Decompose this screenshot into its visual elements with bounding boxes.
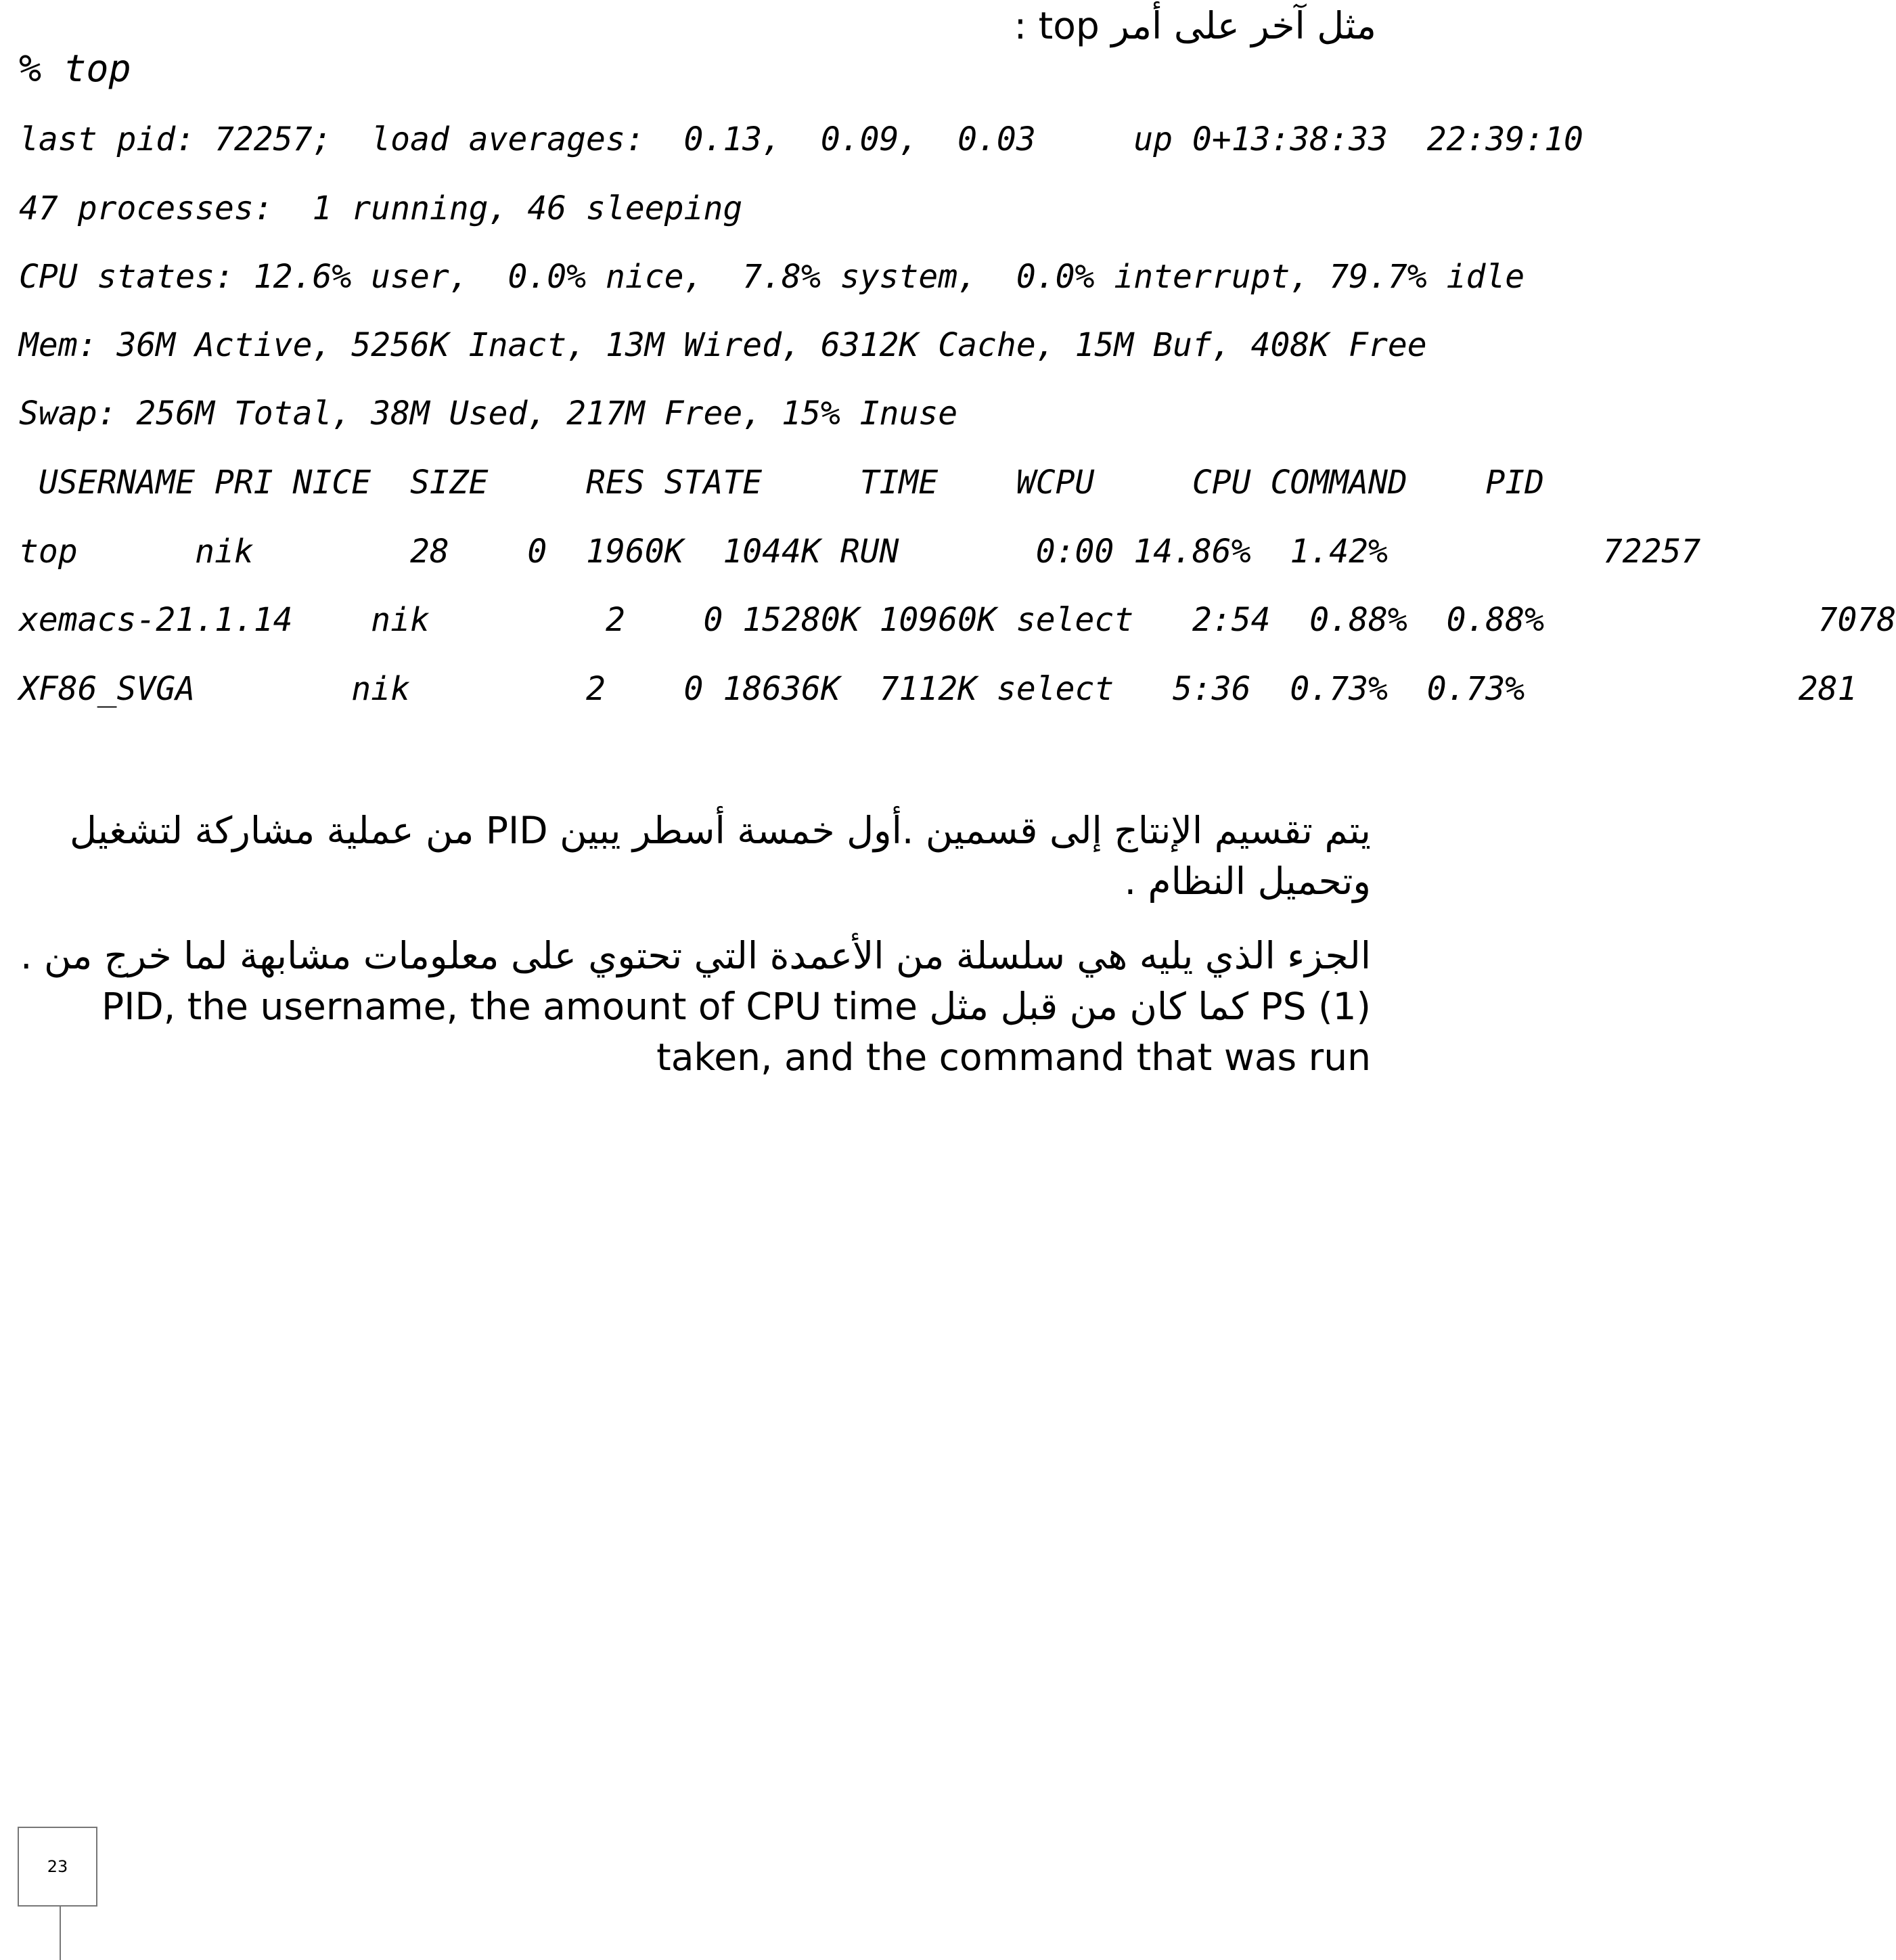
terminal-table-row: XF86_SVGA nik 2 0 18636K 7112K select 5:36 0.73% 0.73% 281 <box>19 670 1857 708</box>
page-number: 23 <box>47 1857 68 1876</box>
terminal-table-row: xemacs-21.1.14 nik 2 0 15280K 10960K select 2:54 0.88% 0.88% 7078 <box>19 601 1896 639</box>
paragraph-columns-description: الجزء الذي يليه هي سلسلة من الأعمدة التي تحتوي على معلومات مشابهة لما خرج من .(PS (1 كما كان من قبل مثل PID, the username, the amount of CPU time taken, and the command that was run <box>20 934 1371 1079</box>
terminal-line-memory: Mem: 36M Active, 5256K Inact, 13M Wired, 6312K Cache, 15M Buf, 408K Free <box>19 326 1427 364</box>
page-number-box <box>18 1827 97 1907</box>
terminal-line-processes: 47 processes: 1 running, 46 sleeping <box>19 190 743 227</box>
terminal-table-row: top nik 28 0 1960K 1044K RUN 0:00 14.86% 1.42% 72257 <box>19 533 1701 571</box>
terminal-table-header: USERNAME PRI NICE SIZE RES STATE TIME WCPU CPU COMMAND PID <box>19 464 1545 502</box>
terminal-line-summary: last pid: 72257; load averages: 0.13, 0.09, 0.03 up 0+13:38:33 22:39:10 <box>19 120 1583 158</box>
terminal-command: % top <box>19 47 131 90</box>
heading: مثل آخر على أمر top : <box>1014 4 1376 47</box>
terminal-line-swap: Swap: 256M Total, 38M Used, 217M Free, 15% Inuse <box>19 395 958 432</box>
page-number-connector <box>60 1907 61 1960</box>
terminal-line-cpu-states: CPU states: 12.6% user, 0.0% nice, 7.8% system, 0.0% interrupt, 79.7% idle <box>19 258 1525 296</box>
paragraph-output-intro: يتم تقسيم الإنتاج إلى قسمين .أول خمسة أسطر يبين PID من عملية مشاركة لتشغيل وتحميل النظام . <box>69 809 1371 903</box>
